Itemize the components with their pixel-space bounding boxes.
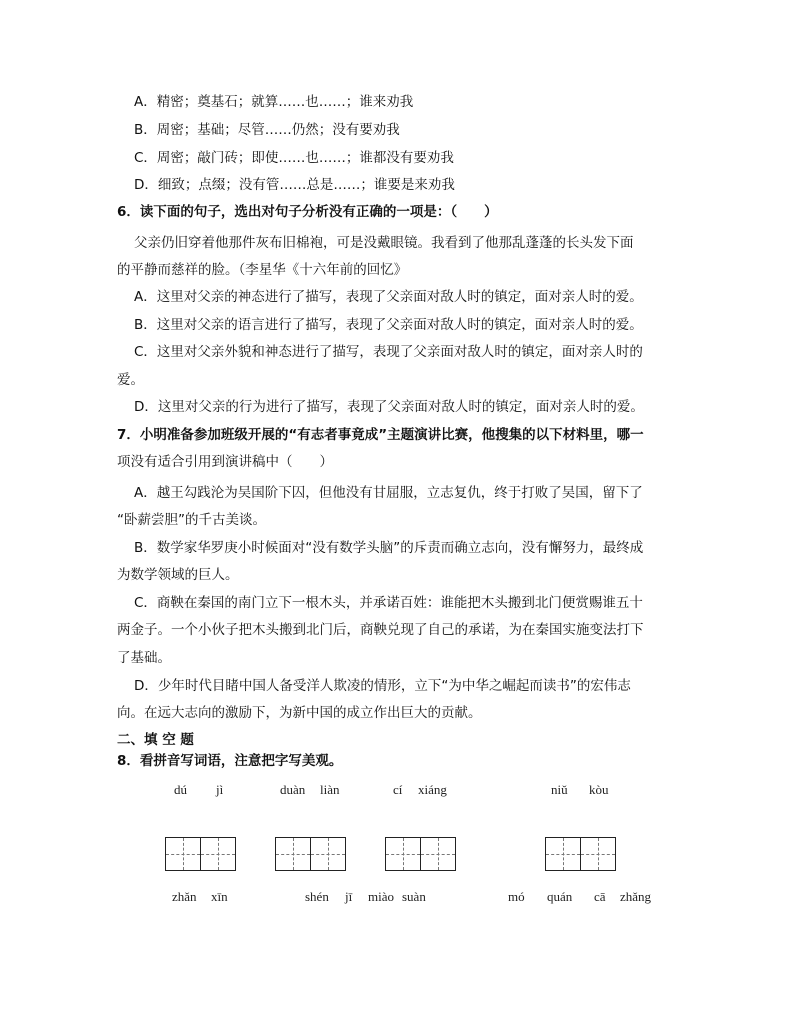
pinyin-top: dú: [174, 782, 187, 797]
q6-option-a: A．这里对父亲的神态进行了描写，表现了父亲面对敌人时的镇定，面对亲人时的爱。: [134, 289, 643, 305]
grid-cell[interactable]: [545, 837, 581, 871]
pinyin-bottom: cā: [594, 889, 606, 904]
pinyin-bottom: shén: [305, 889, 329, 904]
pinyin-bottom: xīn: [211, 889, 228, 904]
q6-stem: 6．读下面的句子，选出对句子分析没有正确的一项是：（ ）: [117, 204, 498, 220]
q6-passage-line-1: 父亲仍旧穿着他那件灰布旧棉袍，可是没戴眼镜。我看到了他那乱蓬蓬的长头发下面: [134, 235, 634, 251]
pinyin-top: kòu: [589, 782, 609, 797]
pinyin-bottom: mó: [508, 889, 525, 904]
pinyin-bottom: miào: [368, 889, 394, 904]
pinyin-bottom: jī: [345, 889, 353, 904]
q6-option-c-line-2: 爱。: [117, 372, 144, 388]
section-title: 二、填 空 题: [117, 732, 194, 748]
q6-option-b: B．这里对父亲的语言进行了描写，表现了父亲面对敌人时的镇定，面对亲人时的爱。: [134, 317, 643, 333]
q5-option-a: A．精密；奠基石；就算……也……；谁来劝我: [134, 94, 414, 110]
q7-stem-line-2: 项没有适合引用到演讲稿中（ ）: [117, 454, 333, 470]
grid-cell[interactable]: [275, 837, 311, 871]
q7-option-c-line-2: 两金子。一个小伙子把木头搬到北门后，商鞅兑现了自己的承诺，为在秦国实施变法打下: [117, 622, 644, 638]
pinyin-top: cí: [393, 782, 403, 797]
writing-grid-3[interactable]: [385, 837, 456, 871]
q7-stem-line-1: 7．小明准备参加班级开展的“有志者事竟成”主题演讲比赛，他搜集的以下材料里，哪一: [117, 427, 644, 443]
pinyin-top: jì: [216, 782, 224, 797]
q5-option-d: D．细致；点缀；没有管……总是……；谁要是来劝我: [134, 177, 455, 193]
pinyin-bottom: suàn: [402, 889, 426, 904]
grid-cell[interactable]: [200, 837, 236, 871]
writing-grid-1[interactable]: [165, 837, 236, 871]
grid-cell[interactable]: [580, 837, 616, 871]
grid-cell[interactable]: [165, 837, 201, 871]
q6-option-d: D．这里对父亲的行为进行了描写，表现了父亲面对敌人时的镇定，面对亲人时的爱。: [134, 399, 644, 415]
pinyin-bottom: zhǎng: [620, 889, 652, 904]
grid-cell[interactable]: [420, 837, 456, 871]
q8-stem: 8．看拼音写词语，注意把字写美观。: [117, 753, 343, 769]
q7-option-d-line-1: D．少年时代目睹中国人备受洋人欺凌的情形，立下“为中华之崛起而读书”的宏伟志: [134, 678, 631, 694]
q7-option-b-line-2: 为数学领域的巨人。: [117, 567, 239, 583]
q7-option-a-line-2: “卧薪尝胆”的千古美谈。: [117, 512, 266, 528]
pinyin-top: duàn: [280, 782, 306, 797]
q6-option-c-line-1: C．这里对父亲外貌和神态进行了描写，表现了父亲面对敌人时的镇定，面对亲人时的: [134, 344, 643, 360]
pinyin-bottom: quán: [547, 889, 573, 904]
q7-option-b-line-1: B．数学家华罗庚小时候面对“没有数学头脑”的斥责而确立志向，没有懈努力，最终成: [134, 540, 644, 556]
q7-option-c-line-1: C．商鞅在秦国的南门立下一根木头，并承诺百姓：谁能把木头搬到北门便赏赐谁五十: [134, 595, 643, 611]
pinyin-top: xiáng: [418, 782, 447, 797]
q5-option-b: B．周密；基础；尽管……仍然；没有要劝我: [134, 122, 400, 138]
q7-option-a-line-1: A．越王勾践沦为吴国阶下囚，但他没有甘屈服，立志复仇，终于打败了吴国，留下了: [134, 485, 643, 501]
q5-option-c: C．周密；敲门砖；即使……也……；谁都没有要劝我: [134, 150, 454, 166]
grid-cell[interactable]: [385, 837, 421, 871]
q7-option-c-line-3: 了基础。: [117, 650, 171, 666]
pinyin-top: liàn: [320, 782, 340, 797]
writing-grid-2[interactable]: [275, 837, 346, 871]
pinyin-bottom: zhǎn: [172, 889, 197, 904]
grid-cell[interactable]: [310, 837, 346, 871]
pinyin-top: niǔ: [551, 782, 568, 797]
q7-option-d-line-2: 向。在远大志向的激励下，为新中国的成立作出巨大的贡献。: [117, 705, 482, 721]
q6-passage-line-2: 的平静而慈祥的脸。（李星华《十六年前的回忆》: [117, 262, 408, 278]
writing-grid-4[interactable]: [545, 837, 616, 871]
